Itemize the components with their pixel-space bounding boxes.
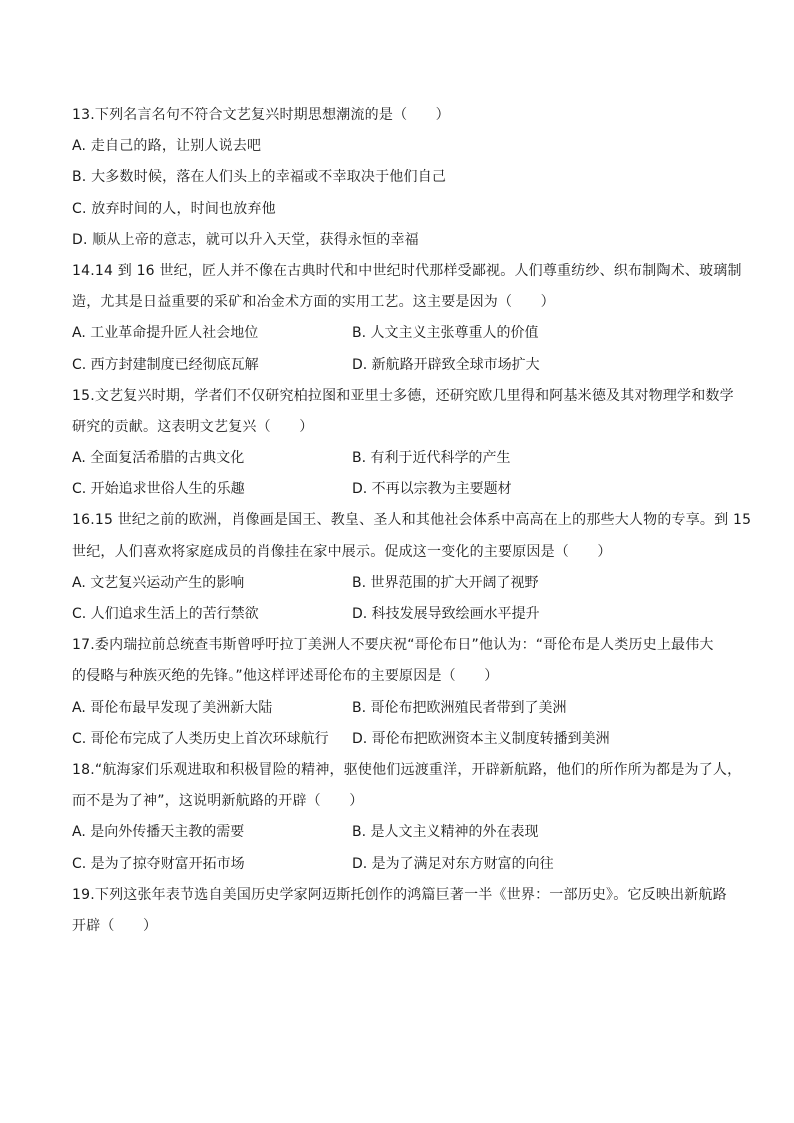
- question-15: [72, 381, 734, 506]
- question-17-option-a: A. 哥伦布最早发现了美洲新大陆: [72, 699, 273, 716]
- question-16-option-c: C. 人们追求生活上的苦行禁欲: [72, 606, 259, 622]
- question-16-option-a: A. 文艺复兴运动产生的影响: [72, 574, 245, 591]
- question-14-option-b: B. 人文主义主张尊重人的价值: [352, 325, 539, 342]
- question-15-stem-line-2: 研究的贡献。这表明文艺复兴（ ）: [72, 418, 314, 435]
- question-16-options-row-1: [72, 568, 724, 599]
- question-14-options-row-1: [72, 318, 724, 349]
- question-18: [72, 755, 742, 880]
- question-17-option-c: C. 哥伦布完成了人类历史上首次环球航行: [72, 730, 329, 747]
- question-17-options-row-2: [72, 724, 724, 755]
- question-14-option-a: A. 工业革命提升匠人社会地位: [72, 325, 259, 342]
- question-13: [72, 100, 724, 256]
- question-14-stem-line-1: 14.14 到 16 世纪，匠人并不像在古典时代和中世纪时代那样受鄙视。人们尊重纺纱、织布制陶术、玻璃制: [72, 262, 742, 279]
- question-18-stem-line-1: 18.“航海家们乐观进取和积极冒险的精神，驱使他们远渡重洋，开辟新航路，他们的所作所为都是为了人，: [72, 761, 742, 778]
- question-15-options-row-1: [72, 443, 724, 474]
- question-15-options-row-2: [72, 474, 724, 505]
- question-14-option-d: D. 新航路开辟致全球市场扩大: [352, 356, 540, 373]
- question-15-option-d: D. 不再以宗教为主要题材: [352, 481, 512, 498]
- question-17-option-d: D. 哥伦布把欧洲资本主义制度转播到美洲: [352, 730, 610, 747]
- question-15-option-a: A. 全面复活希腊的古典文化: [72, 450, 245, 467]
- question-13-option-a: A. 走自己的路，让别人说去吧: [72, 138, 262, 155]
- question-17-stem-line-1: 17.委内瑞拉前总统查韦斯曾呼吁拉丁美洲人不要庆祝“哥伦布日”他认为：“哥伦布是人类历史上最伟大: [72, 637, 714, 654]
- question-19-stem-line-1: 19.下列这张年表节选自美国历史学家阿迈斯托创作的鸿篇巨著一半《世界：一部历史》。它反映出新航路: [72, 886, 727, 903]
- question-13-option-c: C. 放弃时间的人，时间也放弃他: [72, 200, 276, 217]
- question-19-stem-line-2: 开辟（ ）: [72, 917, 158, 934]
- question-16-option-d: D. 科技发展导致绘画水平提升: [352, 606, 540, 622]
- question-15-option-c: C. 开始追求世俗人生的乐趣: [72, 481, 245, 498]
- question-16-stem-line-1: 16.15 世纪之前的欧洲，肖像画是国王、教皇、圣人和其他社会体系中高高在上的那些大人物的专享。到 15: [72, 512, 752, 529]
- question-14-option-c: C. 西方封建制度已经彻底瓦解: [72, 356, 259, 373]
- question-16-option-b: B. 世界范围的扩大开阔了视野: [352, 574, 539, 591]
- question-17-option-b: B. 哥伦布把欧洲殖民者带到了美洲: [352, 699, 567, 716]
- question-15-option-b: B. 有利于近代科学的产生: [352, 450, 511, 467]
- question-13-option-d: D. 顺从上帝的意志，就可以升入天堂，获得永恒的幸福: [72, 231, 419, 248]
- question-18-option-d: D. 是为了满足对东方财富的向往: [352, 855, 554, 872]
- question-13-option-b: B. 大多数时候，落在人们头上的幸福或不幸取决于他们自己: [72, 169, 447, 186]
- question-18-option-a: A. 是向外传播天主教的需要: [72, 824, 245, 841]
- question-17-stem-line-2: 的侵略与种族灭绝的先锋。”他这样评述哥伦布的主要原因是（ ）: [72, 668, 499, 685]
- question-14-stem-line-2: 造，尤其是日益重要的采矿和冶金术方面的实用工艺。这主要是因为（ ）: [72, 294, 555, 311]
- question-15-stem-line-1: 15.文艺复兴时期，学者们不仅研究柏拉图和亚里士多德，还研究欧几里得和阿基米德及其对物理学和数学: [72, 387, 734, 404]
- question-14: [72, 256, 742, 381]
- question-18-option-b: B. 是人文主义精神的外在表现: [352, 824, 539, 841]
- question-18-options-row-2: [72, 849, 724, 880]
- question-18-stem-line-2: 而不是为了神”，这说明新航路的开辟（ ）: [72, 793, 364, 810]
- question-16-stem-line-2: 世纪，人们喜欢将家庭成员的肖像挂在家中展示。促成这一变化的主要原因是（ ）: [72, 543, 612, 560]
- question-14-options-row-2: [72, 350, 724, 381]
- question-17: [72, 630, 724, 755]
- question-19: [72, 880, 727, 942]
- question-18-option-c: C. 是为了掠夺财富开拓市场: [72, 855, 245, 872]
- question-18-options-row-1: [72, 817, 724, 848]
- question-list: [72, 100, 752, 942]
- question-16: [72, 505, 752, 630]
- question-16-options-row-2: [72, 599, 724, 630]
- question-17-options-row-1: [72, 693, 724, 724]
- question-13-stem: 13.下列名言名句不符合文艺复兴时期思想潮流的是（ ）: [72, 107, 450, 123]
